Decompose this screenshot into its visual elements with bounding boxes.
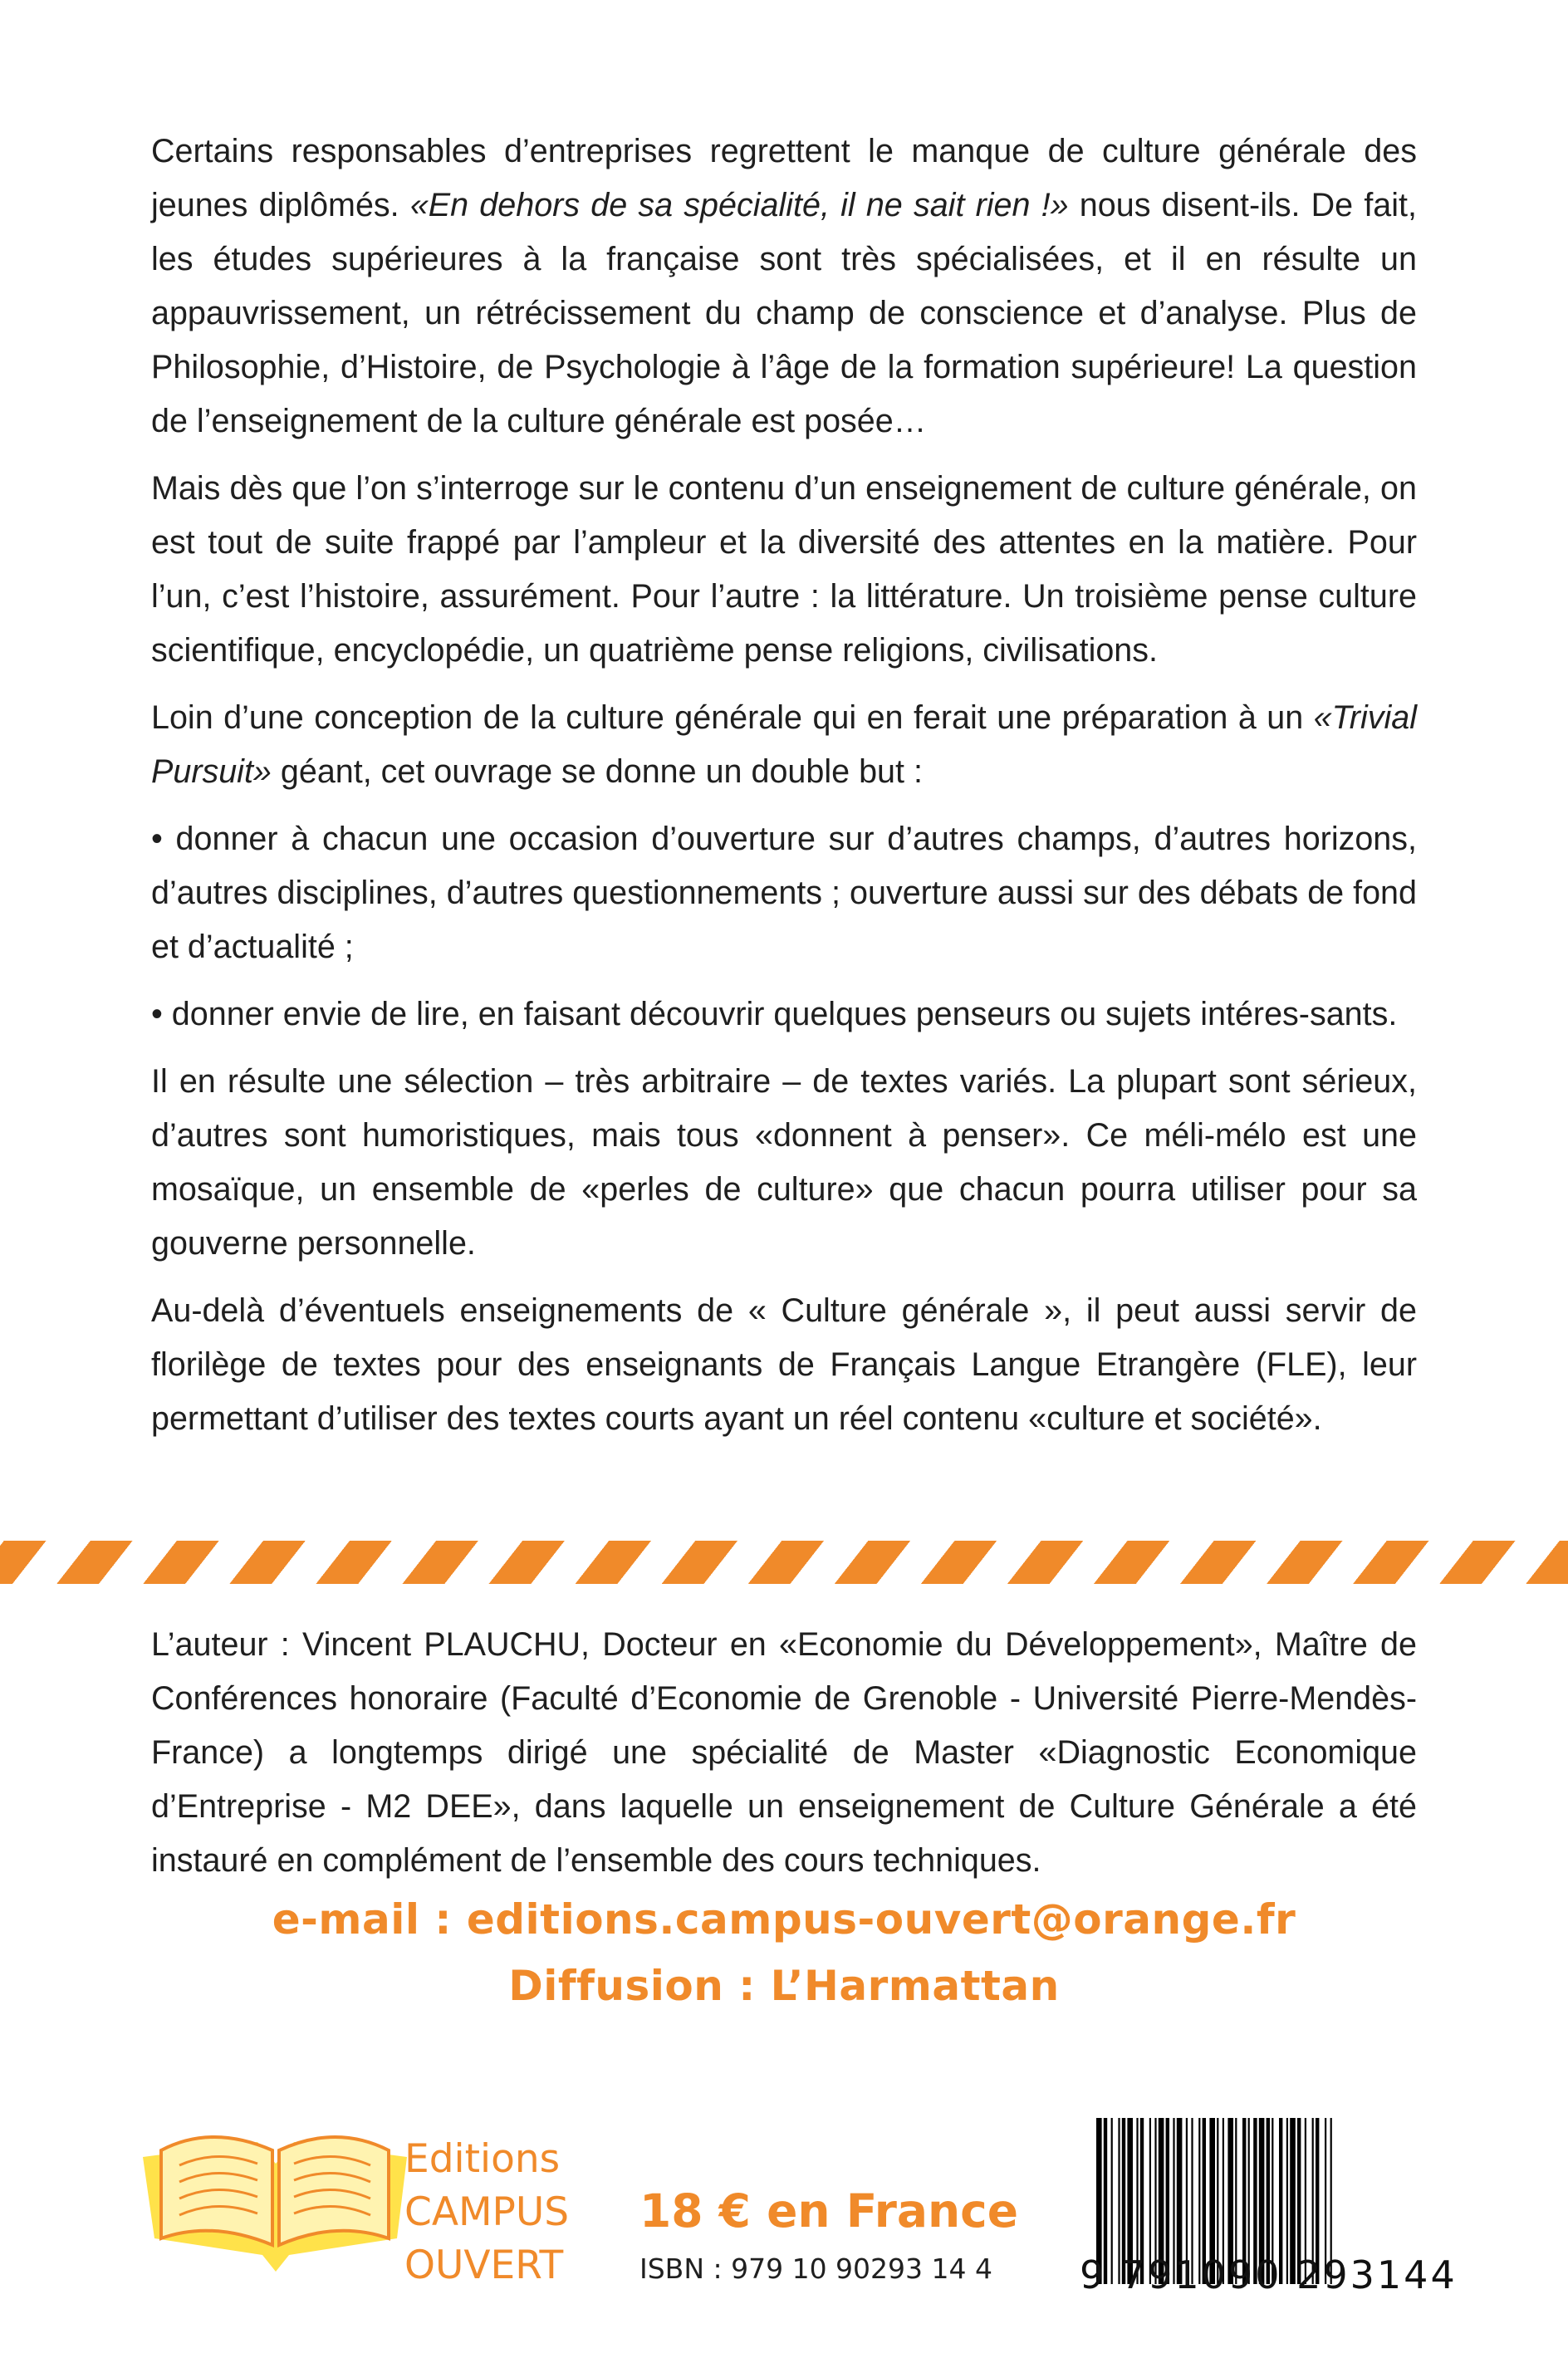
paragraph-2: Mais dès que l’on s’interroge sur le contenu d’un enseignement de culture générale, on est tout de suite frappé par l’ampleur et la diversité des attentes en la matière. Pour l’un, c’est l’histoire, assurément. Pour l’autre : la littérature. Un troisième pense culture scientifique, encyclopédie, un quatrième pense religions, civilisations. xyxy=(151,470,1417,669)
email-contact: e-mail : editions.campus-ouvert@orange.fr xyxy=(272,1895,1296,1944)
hazard-stripe-divider xyxy=(0,1541,1568,1584)
description-text xyxy=(151,125,1417,1459)
diffusion-info: Diffusion : L’Harmattan xyxy=(508,1962,1060,2010)
bullet-item-1: • donner à chacun une occasion d’ouverture sur d’autres champs, d’autres horizons, d’autres disciplines, d’autres questionnements ; ouverture aussi sur des débats de fond et d’actualité ; xyxy=(151,821,1417,965)
paragraph-4: Il en résulte une sélection – très arbitraire – de textes variés. La plupart sont sérieux, d’autres sont humoristiques, mais tous «donnent à penser». Ce méli-mélo est une mosaïque, un ensemble de «perles de culture» que chacun pourra utiliser pour sa gouverne personnelle. xyxy=(151,1063,1417,1262)
paragraph-5: Au-delà d’éventuels enseignements de « Culture générale », il peut aussi servir de florilège de textes pour des enseignants de Français Langue Etrangère (FLE), leur permettant d’utiliser des textes courts ayant un réel contenu «culture et société». xyxy=(151,1292,1417,1437)
price-label: 18 € en France xyxy=(639,2184,1019,2238)
quote-trivial-pursuit: «Trivial Pursuit» xyxy=(151,699,1417,790)
quote-specialite: «En dehors de sa spécialité, il ne sait rien !» xyxy=(409,187,1069,223)
isbn-label: ISBN : 979 10 90293 14 4 xyxy=(639,2253,993,2285)
paragraph-3: Loin d’une conception de la culture générale qui en ferait une préparation à un «Trivial Pursuit» géant, cet ouvrage se donne un double but : xyxy=(151,699,1417,790)
barcode-digits: 9 791090 293144 xyxy=(1080,2253,1458,2297)
publisher-name: Editions CAMPUS OUVERT xyxy=(404,2136,570,2288)
bullet-item-2: • donner envie de lire, en faisant découvrir quelques penseurs ou sujets intéres-sants. xyxy=(151,996,1398,1032)
open-book-icon xyxy=(133,2114,415,2272)
paragraph-1: Certains responsables d’entreprises regrettent le manque de culture générale des jeunes diplômés. «En dehors de sa spécialité, il ne sait rien !» nous disent-ils. De fait, les études supérieures à la française sont très spécialisées, et il en résulte un appauvrissement, un rétrécissement du champ de conscience et d’analyse. Plus de Philosophie, d’Histoire, de Psychologie à l’âge de la formation supérieure! La question de l’enseignement de la culture générale est posée… xyxy=(151,133,1417,439)
author-bio: L’auteur : Vincent PLAUCHU, Docteur en «Economie du Développement», Maître de Conférences honoraire (Faculté d’Economie de Grenoble - Université Pierre-Mendès-France) a longtemps dirigé une spécialité de Master «Diagnostic Economique d’Entreprise - M2 DEE», dans laquelle un enseignement de Culture Générale a été instauré en complément de l’ensemble des cours techniques. xyxy=(151,1626,1417,1879)
